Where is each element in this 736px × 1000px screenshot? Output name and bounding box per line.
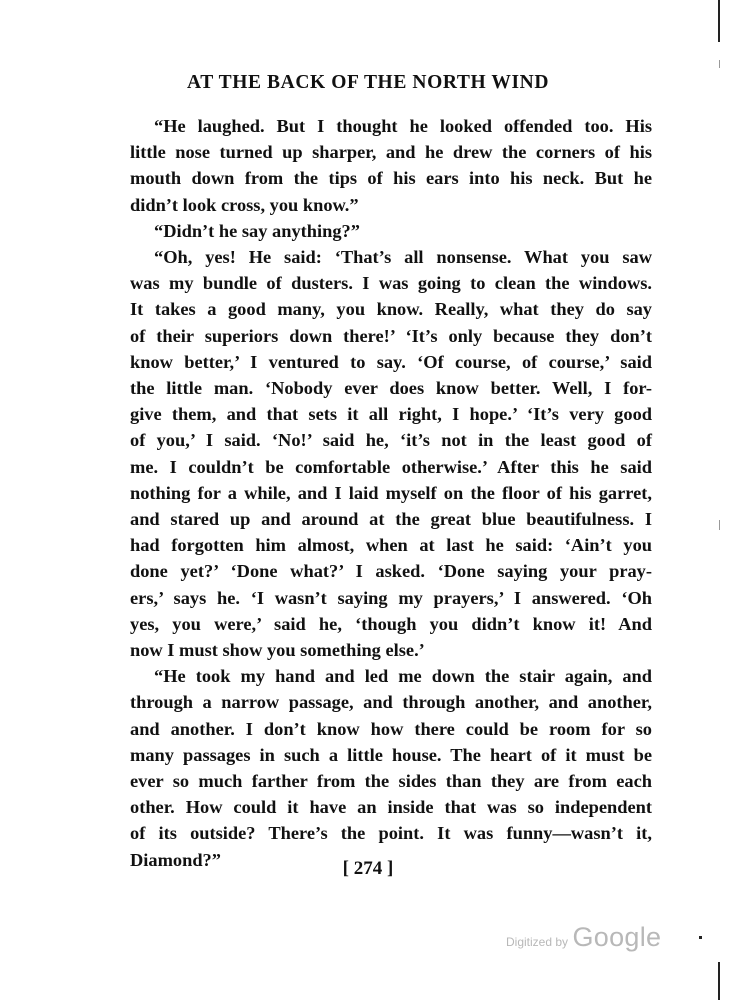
text-line: give them, and that sets it all right, I hope.’ ‘It’s very good [130, 404, 652, 425]
scan-edge-mark-mid-2 [719, 520, 720, 530]
scan-edge-mark-mid-1 [719, 60, 720, 68]
scan-edge-mark-bottom [718, 962, 720, 1000]
text-line: It takes a good many, you know. Really, what they do say [130, 299, 652, 320]
text-line: “Didn’t he say anything?” [154, 220, 360, 241]
paragraph [130, 113, 652, 218]
text-line: many passages in such a little house. The heart of it must be [130, 744, 652, 765]
text-line: through a narrow passage, and through another, and another, [130, 692, 652, 713]
text-line: “He laughed. But I thought he looked offended too. His [154, 116, 652, 136]
paragraph [130, 663, 652, 873]
paragraph [130, 218, 652, 244]
text-line: now I must show you something else.’ [130, 640, 425, 661]
watermark-brand: Google [572, 922, 662, 952]
text-line: yes, you were,’ said he, ‘though you didn’t know it! And [130, 613, 652, 634]
text-line: ever so much farther from the sides than they are from each [130, 771, 652, 792]
text-line: nothing for a while, and I laid myself on the floor of his garret, [130, 482, 652, 503]
text-line: “He took my hand and led me down the stair again, and [154, 666, 652, 687]
text-line: was my bundle of dusters. I was going to clean the windows. [130, 273, 652, 294]
text-line: the little man. ‘Nobody ever does know better. Well, I for- [130, 378, 652, 399]
running-header: AT THE BACK OF THE NORTH WIND [186, 72, 549, 93]
text-line: mouth down from the tips of his ears into his neck. But he [130, 168, 652, 189]
text-line: “Oh, yes! He said: ‘That’s all nonsense. What you saw [154, 247, 652, 268]
page-number: [ 274 ] [342, 858, 394, 879]
text-line: had forgotten him almost, when at last he said: ‘Ain’t you [130, 535, 652, 556]
text-line: of its outside? There’s the point. It was funny—wasn’t it, [130, 823, 652, 844]
text-line: me. I couldn’t be comfortable otherwise.’ After this he said [130, 456, 652, 477]
scan-edge-mark-top [718, 0, 720, 42]
text-line: of you,’ I said. ‘No!’ said he, ‘it’s not in the least good of [130, 430, 652, 451]
digitized-watermark [506, 922, 661, 953]
text-line: and stared up and around at the great blue beautifulness. I [130, 509, 652, 530]
watermark-prefix: Digitized by [506, 935, 569, 949]
text-line: of their superiors down there!’ ‘It’s only because they don’t [130, 325, 652, 346]
text-line: didn’t look cross, you know.” [130, 194, 359, 215]
text-line: done yet?’ ‘Done what?’ I asked. ‘Done saying your pray- [130, 561, 652, 582]
text-line: other. How could it have an inside that was so independent [130, 797, 652, 818]
scan-edge-dot [699, 936, 702, 939]
page-body [130, 113, 652, 873]
text-line: and another. I don’t know how there could be room for so [130, 718, 652, 739]
paragraph [130, 244, 652, 663]
text-line: little nose turned up sharper, and he drew the corners of his [130, 142, 652, 163]
text-line: ers,’ says he. ‘I wasn’t saying my prayers,’ I answered. ‘Oh [130, 587, 652, 608]
text-line: know better,’ I ventured to say. ‘Of course, of course,’ said [130, 351, 652, 372]
text-line: Diamond?” [130, 849, 221, 870]
